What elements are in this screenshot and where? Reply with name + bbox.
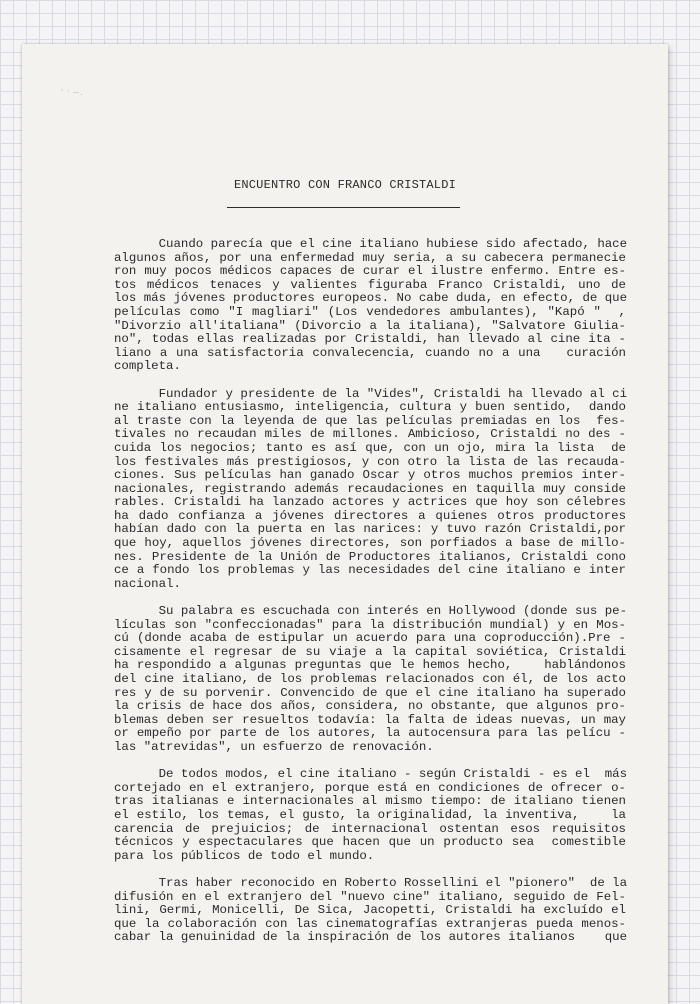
text-line: del cine italiano, de los problemas relacionados con él, de los acto	[114, 672, 626, 686]
text-line: ron muy pocos médicos capaces de curar el ilustre enfermo. Entre es-	[114, 264, 626, 279]
article-body	[114, 238, 626, 958]
text-line: técnicos y espectaculares que hacen que un producto sea comestible	[114, 835, 626, 850]
text-line: difusión en el extranjero del "nuevo cine" italiano, seguido de Fel-	[114, 889, 626, 904]
text-line: el estilo, los temas, el gusto, la originalidad, la inventiva, la	[114, 807, 626, 822]
paragraph	[114, 605, 626, 755]
text-line: Tras haber reconocido en Roberto Rossellini el "pionero" de la	[114, 875, 628, 890]
text-line: ce a fondo los problemas y las necesidades del cine italiano e inter	[114, 563, 626, 578]
text-line: que la colaboración con las cinematografías extranjeras pueda menos-	[114, 916, 626, 931]
text-line: res y de su porvenir. Convencido de que el cine italiano ha superado	[114, 685, 626, 700]
text-line: nes. Presidente de la Unión de Productores italianos, Cristaldi cono	[114, 549, 626, 564]
paragraph	[114, 238, 626, 374]
paragraph	[114, 388, 626, 592]
text-line: las "atrevidas", un esfuerzo de renovación.	[114, 739, 434, 754]
text-line: cabar la genuinidad de la inspiración de los autores italianos que	[114, 930, 628, 945]
text-line: tras italianas e internacionales al mismo tiempo: de italiano tienen	[114, 794, 626, 809]
text-line: habían dado con la puerta en las narices: y tuvo razón Cristaldi,por	[114, 522, 626, 537]
text-line: blemas deben ser resueltos todavía: la falta de ideas nuevas, un may	[114, 712, 626, 727]
text-line: no", todas ellas realizadas por Cristaldi, han llevado al cine ita -	[114, 332, 626, 347]
text-line: para los públicos de todo el mundo.	[114, 848, 375, 863]
text-line: los más jóvenes productores europeos. No cabe duda, en efecto, de que	[114, 291, 628, 306]
text-line: completa.	[114, 359, 181, 374]
text-line: cortejado en el extranjero, porque está en condiciones de ofrecer o-	[114, 780, 626, 795]
text-line: Su palabra es escuchada con interés en Hollywood (donde sus pe-	[114, 604, 628, 619]
text-line: ne italiano entusiasmo, inteligencia, cultura y buen sentido, dando	[114, 400, 626, 415]
text-line: cuida los negocios; tanto es así que, con un ojo, mira la lista de	[114, 440, 626, 455]
text-line: nacionales, registrando además recaudaciones en taquilla muy conside	[114, 481, 626, 496]
text-line: ha respondido a algunas preguntas que le hemos hecho, hablándonos	[114, 658, 626, 673]
faded-stamp-mark: ˜ ˈ ~-.	[60, 89, 83, 97]
text-line: De todos modos, el cine italiano - según Cristaldi - es el más	[114, 767, 628, 782]
text-line: "Divorzio all'italiana" (Divorcio a la italiana), "Salvatore Giulia-	[114, 318, 626, 333]
text-line: ha dado confianza a jóvenes directores a quienes otros productores	[114, 508, 626, 523]
text-line: nacional.	[114, 576, 181, 591]
paragraph	[114, 877, 626, 945]
text-line: la crisis de hace dos años, considera, no obstante, que algunos pro-	[114, 699, 626, 714]
text-line: cisamente el regresar de su viaje a la capital soviética, Cristaldi	[114, 644, 626, 659]
text-line: algunos años, por una enfermedad muy seria, a su cabecera permanecie	[114, 250, 626, 265]
text-line: tos médicos tenaces y valientes figuraba Franco Cristaldi, uno de	[114, 277, 626, 292]
title-underline	[227, 207, 460, 208]
text-line: cú (donde acaba de estipular un acuerdo para una coproducción).Pre -	[114, 631, 626, 646]
text-line: liano a una satisfactoria convalecencia, cuando no a una curación	[114, 345, 626, 360]
page-title: ENCUENTRO CON FRANCO CRISTALDI	[233, 178, 457, 192]
text-line: or empeño por parte de los autores, la autocensura para las pelícu -	[114, 726, 626, 741]
text-line: al traste con la leyenda de que las películas premiadas en los fes-	[114, 413, 626, 428]
text-line: lículas son "confeccionadas" para la distribución mundial) y en Mos-	[114, 617, 626, 632]
text-line: Cuando parecía que el cine italiano hubiese sido afectado, hace	[114, 237, 628, 251]
text-line: que hoy, aquellos jóvenes directores, son porfiados a base de millo-	[114, 536, 626, 551]
text-line: ciones. Sus películas han ganado Oscar y otros muchos premios inter-	[114, 468, 626, 483]
text-line: carencia de prejuicios; de internacional ostentan esos requisitos	[114, 821, 626, 836]
text-line: películas como "I magliari" (Los vendedores ambulantes), "Kapó " ,	[114, 304, 626, 319]
text-line: lini, Germi, Monicelli, De Sica, Jacopetti, Cristaldi ha excluído el	[114, 903, 626, 918]
text-line: los festivales más prestigiosos, y con otro la lista de las recauda-	[114, 454, 626, 469]
text-line: tivales no recaudan miles de millones. Ambicioso, Cristaldi no des -	[114, 427, 626, 442]
document-page	[22, 44, 668, 1004]
text-line: Fundador y presidente de la "Vides", Cristaldi ha llevado al ci	[114, 386, 628, 401]
paragraph	[114, 768, 626, 863]
text-line: rables. Cristaldi ha lanzado actores y actrices que hoy son célebres	[114, 495, 626, 510]
